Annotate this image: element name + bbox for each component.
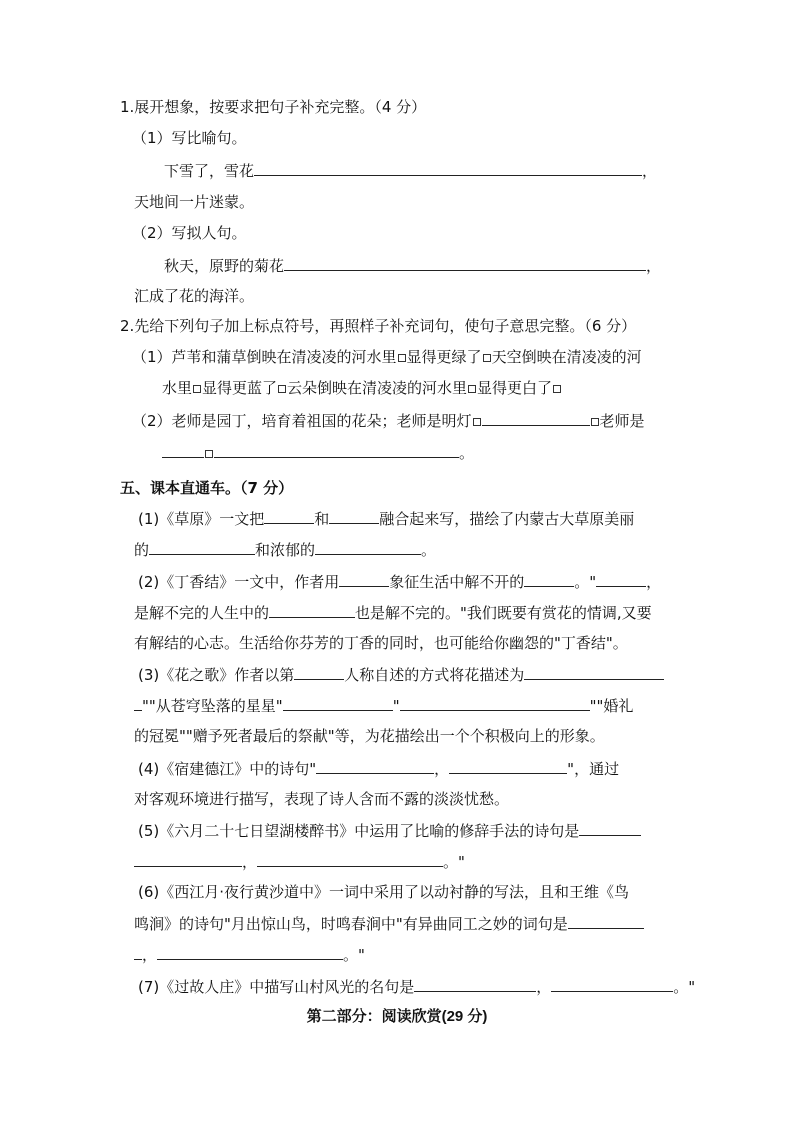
answer-blank[interactable] [551, 976, 673, 992]
s5-text: ， [142, 946, 158, 964]
s5-text: 象征生活中解不开的 [389, 573, 525, 591]
s5-text: ""婚礼 [589, 697, 634, 715]
answer-blank[interactable] [214, 442, 459, 458]
answer-blank[interactable] [339, 571, 389, 587]
q2-s2-end: 。 [459, 444, 475, 462]
q1-s1-prefix: 下雪了，雪花 [164, 162, 255, 180]
s5-text: 。" [343, 946, 365, 964]
q2-s1-text: （1）芦苇和蒲草倒映在清凌凌的河水里 [132, 348, 397, 366]
q1-s1-line [164, 160, 657, 181]
q1-s2-suffix: ， [646, 257, 662, 275]
s5-text: 的 [134, 541, 150, 559]
punctuation-box[interactable] [205, 450, 213, 458]
s5-text: 也是解不完的。"我们既要有赏花的情调,又要 [355, 604, 652, 622]
q1-title: 1.展开想象，按要求把句子补充完整。（4 分） [120, 98, 427, 116]
answer-blank[interactable] [579, 820, 641, 836]
answer-blank[interactable] [254, 160, 642, 176]
s5-item6-line2 [134, 913, 644, 934]
answer-blank[interactable] [400, 695, 590, 711]
s5-item6-line3 [134, 944, 365, 965]
q1-s2-prefix: 秋天，原野的菊花 [164, 257, 285, 275]
s5-text: 和浓郁的 [255, 541, 316, 559]
s5-text: 是解不完的人生中的 [134, 604, 270, 622]
s5-text: 。 [421, 541, 437, 559]
s5-text: 。" [673, 978, 696, 996]
answer-blank[interactable] [283, 695, 393, 711]
s5-text: 人称自述的方式将花描述为 [344, 666, 525, 684]
answer-blank[interactable] [315, 539, 421, 555]
q2-s2-text: 老师是 [599, 412, 645, 430]
q2-s1-text: 水里 [162, 379, 193, 397]
answer-blank[interactable] [157, 944, 343, 960]
q2-s1-text: 显得更白了 [477, 379, 553, 397]
answer-blank[interactable] [149, 539, 255, 555]
answer-blank[interactable] [269, 602, 355, 618]
answer-blank[interactable] [414, 976, 536, 992]
answer-blank[interactable] [449, 758, 567, 774]
q2-s2-line2 [162, 442, 474, 463]
answer-blank[interactable] [264, 508, 314, 524]
s5-text: (2)《丁香结》一文中，作者用 [138, 573, 340, 591]
s5-item3-line2 [134, 695, 633, 716]
s5-item4-line1 [138, 758, 619, 779]
s5-text: ， [434, 760, 450, 778]
q1-s2-label: （2）写拟人句。 [132, 224, 247, 242]
s5-item3-line3: 的冠冕""赠予死者最后的祭献"等，为花描绘出一个个积极向上的形象。 [134, 727, 605, 745]
answer-blank[interactable] [524, 571, 574, 587]
answer-blank[interactable] [294, 664, 344, 680]
s5-text: " [392, 697, 400, 715]
s5-item3-line1 [138, 664, 664, 685]
s5-item5-line2 [134, 851, 465, 872]
answer-blank[interactable] [284, 255, 646, 271]
answer-blank[interactable] [329, 508, 379, 524]
answer-blank[interactable] [316, 758, 434, 774]
punctuation-box[interactable] [278, 385, 286, 393]
s5-text: 鸣涧》的诗句"月出惊山鸟，时鸣春涧中"有异曲同工之妙的词句是 [134, 915, 568, 933]
punctuation-box[interactable] [398, 354, 406, 362]
answer-blank[interactable] [524, 664, 664, 680]
punctuation-box[interactable] [553, 385, 561, 393]
s5-text: ， [646, 573, 662, 591]
s5-item5-line1 [138, 820, 641, 841]
s5-text: ""从苍穹坠落的星星" [142, 697, 283, 715]
s5-text: (3)《花之歌》作者以第 [138, 666, 295, 684]
s5-text: ， [242, 853, 258, 871]
q1-s2-cont: 汇成了花的海洋。 [134, 287, 255, 305]
answer-blank[interactable] [257, 851, 443, 867]
q2-s1-line1 [132, 347, 642, 367]
punctuation-box[interactable] [483, 354, 491, 362]
part2-title: 第二部分：阅读欣赏(29 分) [306, 1008, 488, 1025]
s5-text: (7)《过故人庄》中描写山村风光的名句是 [138, 978, 415, 996]
q1-s1-label: （1）写比喻句。 [132, 129, 247, 147]
s5-item1-line2 [134, 539, 436, 560]
q2-s2-line1 [132, 410, 645, 431]
s5-text: 融合起来写，描绘了内蒙古大草原美丽 [379, 510, 635, 528]
q2-s1-text: 显得更绿了 [406, 348, 482, 366]
s5-text: (4)《宿建德江》中的诗句" [138, 760, 317, 778]
answer-blank[interactable] [568, 913, 644, 929]
answer-blank[interactable] [134, 851, 242, 867]
s5-item2-line2 [134, 602, 652, 623]
s5-item2-line3: 有解结的心志。生活给你芬芳的丁香的同时，也可能给你幽怨的"丁香结"。 [134, 634, 628, 652]
s5-item4-line2: 对客观环境进行描写，表现了诗人含而不露的淡淡忧愁。 [134, 790, 510, 808]
s5-item7-line1 [138, 976, 695, 997]
s5-text: 。" [443, 853, 465, 871]
s5-text: 。" [574, 573, 597, 591]
q2-s1-text: 云朵倒映在清凌凌的河水里 [287, 379, 468, 397]
answer-blank[interactable] [134, 695, 142, 711]
s5-item6-line1: (6)《西江月·夜行黄沙道中》一词中采用了以动衬静的写法，且和王维《鸟 [138, 883, 630, 901]
q1-s1-cont: 天地间一片迷蒙。 [134, 193, 255, 211]
q1-s2-line [164, 255, 661, 276]
s5-text: (1)《草原》一文把 [138, 510, 265, 528]
s5-item1-line1 [138, 508, 634, 529]
section5-title: 五、课本直通车。（7 分） [120, 479, 294, 497]
q2-s1-text: 天空倒映在清凌凌的河 [491, 348, 642, 366]
q1-s1-suffix: ， [642, 162, 658, 180]
answer-blank[interactable] [162, 442, 204, 458]
punctuation-box[interactable] [193, 385, 201, 393]
answer-blank[interactable] [482, 410, 590, 426]
punctuation-box[interactable] [591, 418, 599, 426]
q2-s2-text: （2）老师是园丁，培育着祖国的花朵；老师是明灯 [132, 412, 472, 430]
punctuation-box[interactable] [473, 418, 481, 426]
s5-text: "，通过 [567, 760, 620, 778]
s5-text: 和 [314, 510, 330, 528]
q2-s1-text: 显得更蓝了 [202, 379, 278, 397]
q2-title: 2.先给下列句子加上标点符号，再照样子补充词句，使句子意思完整。（6 分） [120, 317, 637, 335]
answer-blank[interactable] [596, 571, 646, 587]
s5-text: (5)《六月二十七日望湖楼醉书》中运用了比喻的修辞手法的诗句是 [138, 822, 580, 840]
answer-blank[interactable] [134, 944, 142, 960]
punctuation-box[interactable] [468, 385, 476, 393]
s5-item2-line1 [138, 571, 661, 592]
q2-s1-line2 [162, 378, 562, 398]
s5-text: ， [536, 978, 552, 996]
